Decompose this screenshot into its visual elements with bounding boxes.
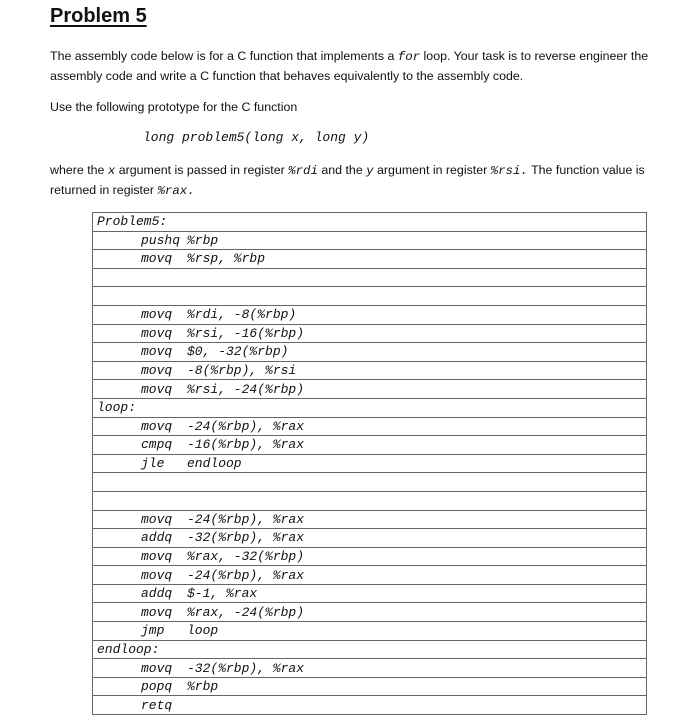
instruction-operands: -16(%rbp), %rax xyxy=(187,437,305,453)
code-instruction xyxy=(93,380,647,399)
code-instruction xyxy=(93,677,647,696)
code-row xyxy=(93,529,647,548)
instruction-opcode: movq xyxy=(141,567,173,583)
instruction-opcode: pushq xyxy=(141,232,181,248)
code-instruction xyxy=(93,324,647,343)
code-instruction xyxy=(93,436,647,455)
code-blank-line xyxy=(93,491,647,510)
instruction-opcode: movq xyxy=(141,251,173,267)
instruction-operands: %rax, -24(%rbp) xyxy=(187,604,305,620)
args-text-5: The function value is returned in register xyxy=(50,163,645,197)
code-row xyxy=(93,250,647,269)
instruction-opcode: jmp xyxy=(141,623,165,639)
args-text-1: where the xyxy=(50,163,108,177)
code-label: Problem5: xyxy=(93,213,647,232)
code-instruction xyxy=(93,231,647,250)
code-row xyxy=(93,287,647,306)
code-instruction xyxy=(93,696,647,715)
code-instruction xyxy=(93,603,647,622)
instruction-operands: -8(%rbp), %rsi xyxy=(187,363,297,379)
instruction-opcode: retq xyxy=(141,697,173,713)
code-instruction xyxy=(93,529,647,548)
instruction-operands: %rbp xyxy=(187,679,219,695)
code-instruction xyxy=(93,250,647,269)
code-row xyxy=(93,305,647,324)
args-text-2: argument is passed in register xyxy=(115,163,289,177)
code-row xyxy=(93,454,647,473)
intro-paragraph xyxy=(50,47,650,86)
code-instruction xyxy=(93,659,647,678)
code-row xyxy=(93,398,647,417)
instruction-opcode: movq xyxy=(141,325,173,341)
code-instruction xyxy=(93,566,647,585)
instruction-opcode: popq xyxy=(141,679,173,695)
instruction-operands: %rsi, -24(%rbp) xyxy=(187,381,305,397)
instruction-operands: %rbp xyxy=(187,232,219,248)
page-title: Problem 5 xyxy=(50,5,147,27)
code-row xyxy=(93,324,647,343)
code-instruction xyxy=(93,417,647,436)
register-rdi: %rdi xyxy=(288,164,318,178)
instruction-opcode: movq xyxy=(141,307,173,323)
code-instruction xyxy=(93,547,647,566)
code-row xyxy=(93,603,647,622)
instruction-opcode: movq xyxy=(141,511,173,527)
instruction-operands: -24(%rbp), %rax xyxy=(187,418,305,434)
code-label: loop: xyxy=(93,398,647,417)
instruction-operands: -32(%rbp), %rax xyxy=(187,530,305,546)
instruction-operands: %rsp, %rbp xyxy=(187,251,266,267)
function-prototype: long problem5(long x, long y) xyxy=(143,130,370,145)
instruction-opcode: movq xyxy=(141,548,173,564)
code-instruction xyxy=(93,454,647,473)
code-row xyxy=(93,659,647,678)
code-instruction xyxy=(93,305,647,324)
instruction-operands: %rsi, -16(%rbp) xyxy=(187,325,305,341)
intro-text-before: The assembly code below is for a C function that implements a xyxy=(50,49,398,63)
instruction-opcode: movq xyxy=(141,344,173,360)
intro-keyword: for xyxy=(397,50,421,64)
code-row xyxy=(93,584,647,603)
instruction-opcode: cmpq xyxy=(141,437,173,453)
code-row xyxy=(93,566,647,585)
code-row xyxy=(93,491,647,510)
instruction-operands: endloop xyxy=(187,456,242,472)
instruction-opcode: movq xyxy=(141,363,173,379)
code-row xyxy=(93,622,647,641)
code-row xyxy=(93,361,647,380)
instruction-operands: %rax, -32(%rbp) xyxy=(187,548,305,564)
instruction-operands: $-1, %rax xyxy=(187,586,258,602)
code-row xyxy=(93,380,647,399)
instruction-operands: loop xyxy=(187,623,219,639)
instruction-opcode: movq xyxy=(141,381,173,397)
code-row xyxy=(93,343,647,362)
code-row xyxy=(93,473,647,492)
code-row xyxy=(93,436,647,455)
code-row xyxy=(93,640,647,659)
code-instruction xyxy=(93,622,647,641)
code-blank-line xyxy=(93,287,647,306)
code-row xyxy=(93,547,647,566)
code-instruction xyxy=(93,361,647,380)
instruction-opcode: movq xyxy=(141,660,173,676)
instruction-opcode: addq xyxy=(141,586,173,602)
code-blank-line xyxy=(93,268,647,287)
instruction-operands: -24(%rbp), %rax xyxy=(187,567,305,583)
code-row xyxy=(93,696,647,715)
assembly-code-body xyxy=(93,213,647,715)
instruction-operands: $0, -32(%rbp) xyxy=(187,344,289,360)
instruction-opcode: addq xyxy=(141,530,173,546)
code-row xyxy=(93,510,647,529)
arg-x: x xyxy=(107,164,116,178)
code-instruction xyxy=(93,584,647,603)
args-note xyxy=(50,161,650,201)
code-row xyxy=(93,677,647,696)
code-label: endloop: xyxy=(93,640,647,659)
assembly-code-table xyxy=(92,212,647,715)
args-text-3: and the xyxy=(317,163,367,177)
code-row xyxy=(93,417,647,436)
code-row xyxy=(93,213,647,232)
code-blank-line xyxy=(93,473,647,492)
code-instruction xyxy=(93,343,647,362)
instruction-operands: -32(%rbp), %rax xyxy=(187,660,305,676)
instruction-operands: -24(%rbp), %rax xyxy=(187,511,305,527)
code-row xyxy=(93,268,647,287)
register-rax: %rax. xyxy=(157,184,195,198)
code-instruction xyxy=(93,510,647,529)
instruction-operands: %rdi, -8(%rbp) xyxy=(187,307,297,323)
args-text-4: argument in register xyxy=(373,163,491,177)
code-row xyxy=(93,231,647,250)
instruction-opcode: movq xyxy=(141,604,173,620)
register-rsi: %rsi. xyxy=(490,164,528,178)
instruction-opcode: movq xyxy=(141,418,173,434)
instruction-opcode: jle xyxy=(141,456,165,472)
intro-text-after: loop. Your task is to reverse engineer the assembly code and write a C function that behaves equivalently to the assembly code. xyxy=(50,49,649,83)
arg-y: y xyxy=(366,164,374,178)
prototype-intro: Use the following prototype for the C function xyxy=(50,100,298,114)
